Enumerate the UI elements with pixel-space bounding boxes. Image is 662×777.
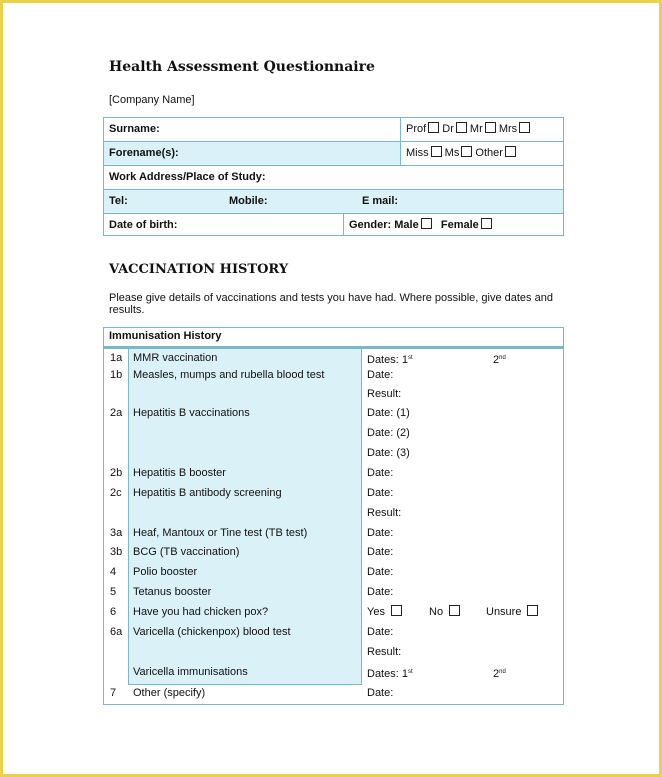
row-description: Other (specify)	[133, 687, 206, 699]
row-detail[interactable]	[367, 425, 410, 441]
table-row[interactable]	[104, 525, 563, 543]
checkbox-male[interactable]	[421, 218, 432, 229]
title-dr[interactable]: Dr	[442, 123, 467, 135]
checkbox-yes[interactable]	[391, 605, 402, 616]
document-title: Health Assessment Questionnaire	[109, 59, 375, 75]
row-detail[interactable]	[367, 465, 393, 481]
row-number: 1a	[110, 352, 123, 364]
title-mr[interactable]: Mr	[470, 123, 496, 135]
row-number: 2a	[110, 407, 123, 419]
surname-label: Surname:	[109, 123, 160, 135]
dob-field[interactable]	[103, 213, 344, 236]
contact-row	[103, 189, 564, 214]
dob-label: Date of birth:	[109, 219, 178, 231]
email-label: E mail:	[362, 195, 399, 207]
detail-text: Date: (1)	[367, 407, 410, 419]
gender-field	[343, 213, 564, 236]
title-miss[interactable]: Miss	[406, 147, 442, 159]
table-row[interactable]	[104, 624, 563, 642]
detail-text: Date: (2)	[367, 427, 410, 439]
mobile-label: Mobile:	[229, 195, 268, 207]
row-description: Varicella (chickenpox) blood test	[133, 626, 291, 638]
option-label: Yes	[367, 606, 385, 618]
table-row[interactable]	[104, 564, 563, 582]
checkbox-miss[interactable]	[431, 146, 442, 157]
row-number: 6a	[110, 626, 123, 638]
row-detail[interactable]	[367, 644, 401, 660]
detail-text: Date:	[367, 369, 394, 381]
superscript	[499, 669, 506, 675]
checkbox-ms[interactable]	[461, 146, 472, 157]
title-options-row1	[400, 117, 564, 142]
gender-label: Gender:	[349, 219, 392, 231]
table-row[interactable]	[104, 386, 563, 404]
table-row[interactable]	[104, 685, 563, 703]
checkbox-mr[interactable]	[485, 122, 496, 133]
table-row[interactable]	[104, 644, 563, 662]
vaccination-heading: VACCINATION HISTORY	[109, 262, 289, 277]
row-number: 4	[110, 566, 117, 578]
row-number: 3a	[110, 527, 123, 539]
gender-female[interactable]: Female	[441, 219, 492, 231]
ordinal-suffix: nd	[499, 669, 506, 675]
row-detail[interactable]	[367, 386, 401, 402]
table-row[interactable]	[104, 544, 563, 562]
ordinal-suffix: st	[407, 355, 413, 361]
row-detail[interactable]	[367, 564, 393, 580]
title-ms[interactable]: Ms	[445, 147, 473, 159]
detail-text: Result:	[367, 507, 402, 519]
table-row[interactable]	[104, 405, 563, 423]
superscript	[408, 669, 413, 675]
table-row[interactable]	[104, 465, 563, 483]
table-row[interactable]	[104, 505, 563, 523]
work-address-label: Work Address/Place of Study:	[109, 171, 266, 183]
row-description: Tetanus booster	[133, 586, 212, 598]
immunisation-table	[103, 349, 564, 705]
option-label: No	[429, 606, 444, 618]
checkbox-unsure[interactable]	[527, 605, 538, 616]
second-date[interactable]	[493, 350, 506, 368]
row-detail[interactable]	[367, 664, 413, 682]
row-detail[interactable]	[367, 685, 393, 701]
detail-text: Result:	[367, 646, 402, 658]
row-number: 1b	[110, 369, 123, 381]
checkbox-no[interactable]	[449, 605, 460, 616]
table-row[interactable]	[104, 350, 563, 368]
detail-text: Dates: 1	[367, 668, 408, 680]
row-detail[interactable]	[367, 367, 393, 383]
row-description: Hepatitis B booster	[133, 467, 226, 479]
surname-field[interactable]	[103, 117, 401, 142]
row-number: 7	[110, 687, 117, 699]
second-date-text: 2	[493, 668, 500, 680]
detail-text: Date:	[367, 467, 394, 479]
row-detail[interactable]	[367, 485, 393, 501]
row-detail[interactable]	[367, 525, 393, 541]
row-description: Hepatitis B vaccinations	[133, 407, 250, 419]
superscript	[499, 355, 506, 361]
row-description: Have you had chicken pox?	[133, 606, 269, 618]
row-number: 2b	[110, 467, 123, 479]
row-description: Hepatitis B antibody screening	[133, 487, 282, 499]
table-row[interactable]	[104, 425, 563, 443]
detail-text: Date:	[367, 546, 394, 558]
tel-label: Tel:	[109, 195, 128, 207]
row-detail[interactable]	[367, 405, 410, 421]
work-address-field[interactable]	[103, 165, 564, 190]
forename-label: Forename(s):	[109, 147, 179, 159]
table-row[interactable]	[104, 485, 563, 503]
checkbox-female[interactable]	[481, 218, 492, 229]
title-prof[interactable]: Prof	[406, 123, 439, 135]
row-detail[interactable]	[367, 445, 410, 461]
table-row[interactable]	[104, 604, 563, 622]
detail-text: Date:	[367, 487, 394, 499]
vaccination-intro: Please give details of vaccinations and tests you have had. Where possible, give dates and results.	[109, 292, 553, 316]
table-row[interactable]	[104, 664, 563, 682]
immunisation-table-title: Immunisation History	[103, 327, 564, 349]
row-description: Polio booster	[133, 566, 198, 578]
row-description: Varicella immunisations	[133, 666, 248, 678]
row-number: 3b	[110, 546, 123, 558]
row-description: BCG (TB vaccination)	[133, 546, 240, 558]
detail-text: Date:	[367, 626, 394, 638]
checkbox-dr[interactable]	[456, 122, 467, 133]
superscript	[408, 355, 413, 361]
row-description: MMR vaccination	[133, 352, 218, 364]
gender-male[interactable]: Male	[394, 219, 431, 231]
row-detail[interactable]	[367, 624, 393, 640]
checkbox-mrs[interactable]	[519, 122, 530, 133]
detail-text: Date: (3)	[367, 447, 410, 459]
option-yes[interactable]	[367, 604, 402, 620]
title-other[interactable]: Other	[475, 147, 516, 159]
row-number: 6	[110, 606, 117, 618]
ordinal-suffix: st	[407, 669, 413, 675]
table-row[interactable]	[104, 367, 563, 385]
row-detail[interactable]	[367, 584, 393, 600]
forename-field[interactable]	[103, 141, 401, 166]
detail-text: Date:	[367, 687, 394, 699]
checkbox-prof[interactable]	[428, 122, 439, 133]
row-number: 5	[110, 586, 117, 598]
detail-text: Date:	[367, 566, 394, 578]
row-detail[interactable]	[367, 505, 401, 521]
title-options-row2	[400, 141, 564, 166]
title-mrs[interactable]: Mrs	[499, 123, 530, 135]
table-row[interactable]	[104, 584, 563, 602]
table-row[interactable]	[104, 445, 563, 463]
row-description: Measles, mumps and rubella blood test	[133, 369, 325, 381]
row-detail[interactable]	[367, 544, 393, 560]
option-no[interactable]	[429, 604, 460, 620]
detail-text: Date:	[367, 586, 394, 598]
row-detail[interactable]	[367, 350, 413, 368]
option-label: Unsure	[486, 606, 522, 618]
checkbox-other[interactable]	[505, 146, 516, 157]
detail-text: Date:	[367, 527, 394, 539]
detail-text: Dates: 1	[367, 354, 408, 366]
second-date[interactable]	[493, 664, 506, 682]
company-name: [Company Name]	[109, 94, 195, 106]
option-unsure[interactable]	[486, 604, 538, 620]
second-date-text: 2	[493, 354, 500, 366]
ordinal-suffix: nd	[499, 355, 506, 361]
row-description: Heaf, Mantoux or Tine test (TB test)	[133, 527, 308, 539]
detail-text: Result:	[367, 388, 402, 400]
row-number: 2c	[110, 487, 122, 499]
